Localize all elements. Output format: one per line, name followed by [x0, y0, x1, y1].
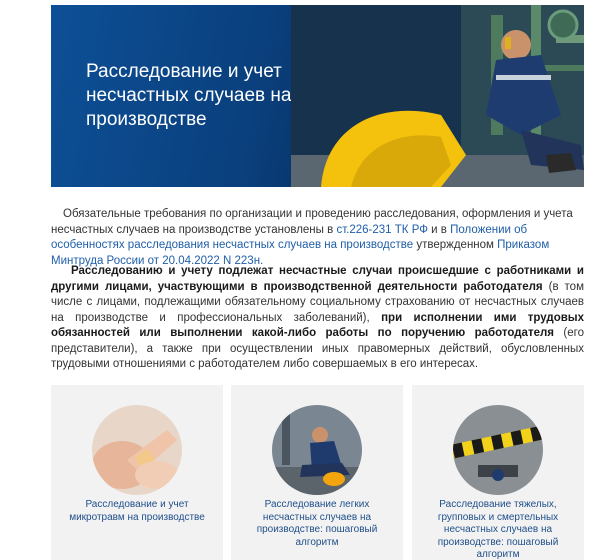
- intro-text-2: и в: [427, 223, 451, 236]
- hero-title: Расследование и учет несчастных случаев на производстве: [86, 61, 292, 130]
- injured-worker-photo: [291, 5, 584, 187]
- rule-text-1: (в том числе с лицами, подлежащими обязательному социальному страхованию от несчастных случаев на производстве и профессиональных заболеваний),: [51, 280, 584, 324]
- rule-paragraph: [51, 264, 584, 373]
- regulation-link[interactable]: Положении об особенностях расследования несчастных случаев на производстве: [51, 223, 528, 251]
- tk-rf-articles-link[interactable]: ст.226-231 ТК РФ: [336, 223, 428, 236]
- card-label: Расследование тяжелых, групповых и смертельных несчастных случаев на производстве: пошаговый алгоритм: [437, 499, 559, 560]
- card-severe-accidents[interactable]: [412, 385, 584, 560]
- card-label: Расследование и учет микротравм на производстве: [69, 499, 205, 523]
- hero-banner: [51, 5, 584, 187]
- card-microtrauma[interactable]: [51, 385, 223, 560]
- card-light-accidents[interactable]: [231, 385, 403, 560]
- rule-bold-2: при исполнении ими трудовых обязанностей или выполнении какой-либо работы по поручению работодателя: [51, 311, 585, 339]
- intro-text-3: утвержденном: [413, 239, 498, 251]
- intro-text-1: Обязательные требования по организации и проведению расследования, оформления и учета несчастных случаев на производстве установлены в: [51, 208, 573, 236]
- rule-text-2: (его представители), а также при осуществлении иных правомерных действий, обусловленных трудовыми отношениями с работодателем либо совершаемых в его интересах.: [51, 327, 584, 370]
- mintrud-order-link[interactable]: Приказом Минтруда России от 20.04.2022 N 223н.: [51, 239, 550, 267]
- rule-bold-1: Расследованию и учету подлежат несчастные случаи происшедшие с работниками и другими лицами, участвующими в производственной деятельности работодателя: [51, 265, 584, 293]
- injured-worker-icon: [272, 405, 362, 495]
- card-label: Расследование легких несчастных случаев на производстве: пошаговый алгоритм: [256, 499, 378, 548]
- barrier-tape-icon: [453, 405, 543, 495]
- bandaged-finger-icon: [92, 405, 182, 495]
- intro-paragraph: [51, 207, 584, 269]
